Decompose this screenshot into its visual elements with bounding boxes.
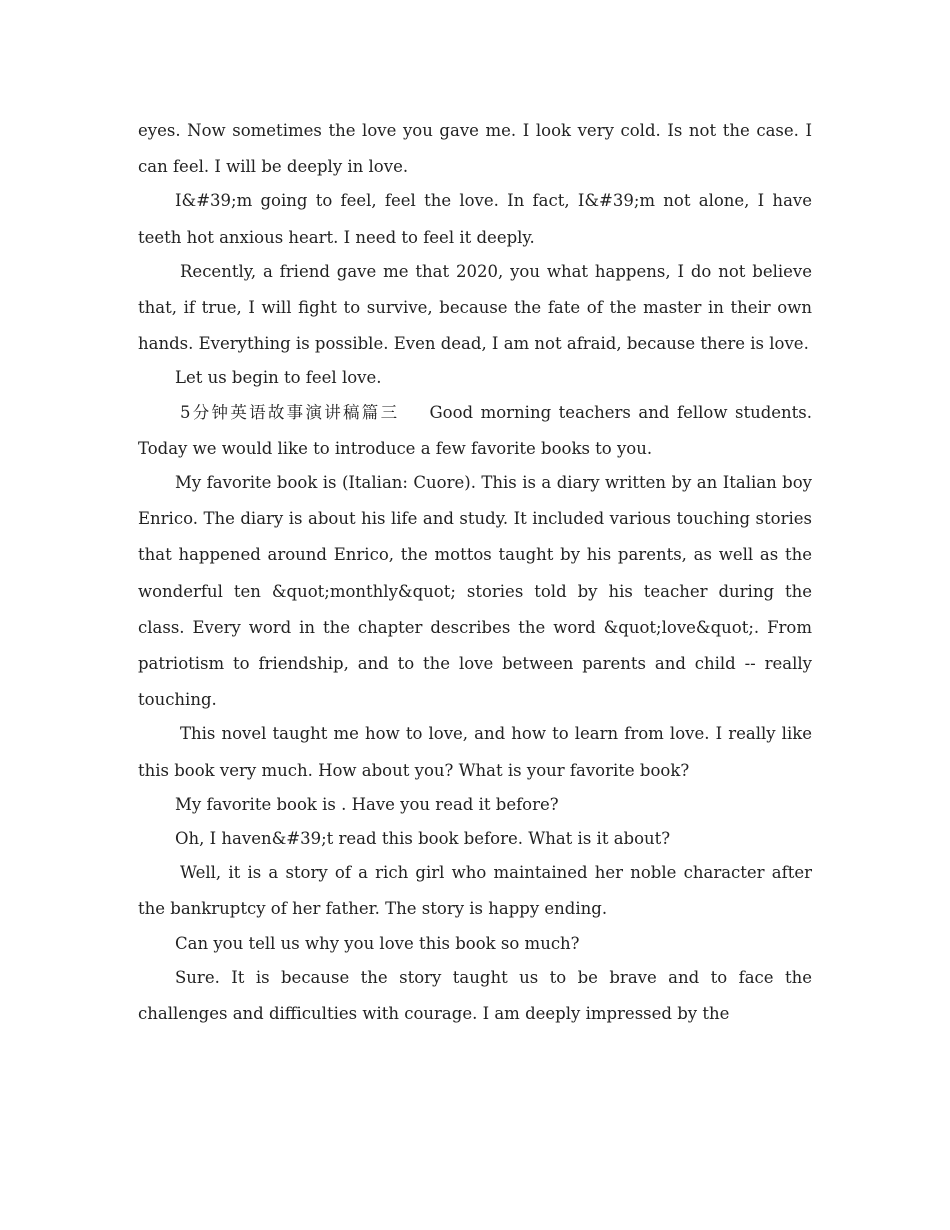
paragraph-8: My favorite book is . Have you read it before? xyxy=(175,794,559,814)
paragraph-5-heading: 5分钟英语故事演讲稿篇三 Good morning teachers and fellow students. Today we would like to introduce a few favorite books to you. xyxy=(138,402,818,458)
document-page xyxy=(138,113,818,1030)
paragraph-1: eyes. Now sometimes the love you gave me. I look very cold. Is not the case. I can feel. I will be deeply in love. xyxy=(138,121,818,177)
paragraph-2: I&#39;m going to feel, feel the love. In fact, I&#39;m not alone, I have teeth hot anxious heart. I need to feel it deeply. xyxy=(138,191,818,247)
paragraph-7: This novel taught me how to love, and how to learn from love. I really like this book very much. How about you? What is your favorite book? xyxy=(138,724,818,780)
paragraph-11: Can you tell us why you love this book so much? xyxy=(175,933,580,953)
paragraph-3: Recently, a friend gave me that 2020, you what happens, I do not believe that, if true, I will fight to survive, because the fate of the master in their own hands. Everything is possible. Even dead, I am not afraid, because there is love. xyxy=(138,261,818,354)
paragraph-9: Oh, I haven&#39;t read this book before. What is it about? xyxy=(175,829,671,849)
paragraph-4: Let us begin to feel love. xyxy=(175,368,382,388)
paragraph-10: Well, it is a story of a rich girl who maintained her noble character after the bankruptcy of her father. The story is happy ending. xyxy=(138,863,818,919)
paragraph-6: My favorite book is (Italian: Cuore). This is a diary written by an Italian boy Enrico. The diary is about his life and study. It included various touching stories that happened around Enrico, the mottos taught by his parents, as well as the wonderful ten &quot;monthly&quot; stories told by his teacher during the class. Every word in the chapter describes the word &quot;love&quot;. From patriotism to friendship, and to the love between parents and child -- really touching. xyxy=(138,473,818,710)
paragraph-12: Sure. It is because the story taught us to be brave and to face the challenges and difficulties with courage. I am deeply impressed by the xyxy=(138,967,818,1024)
